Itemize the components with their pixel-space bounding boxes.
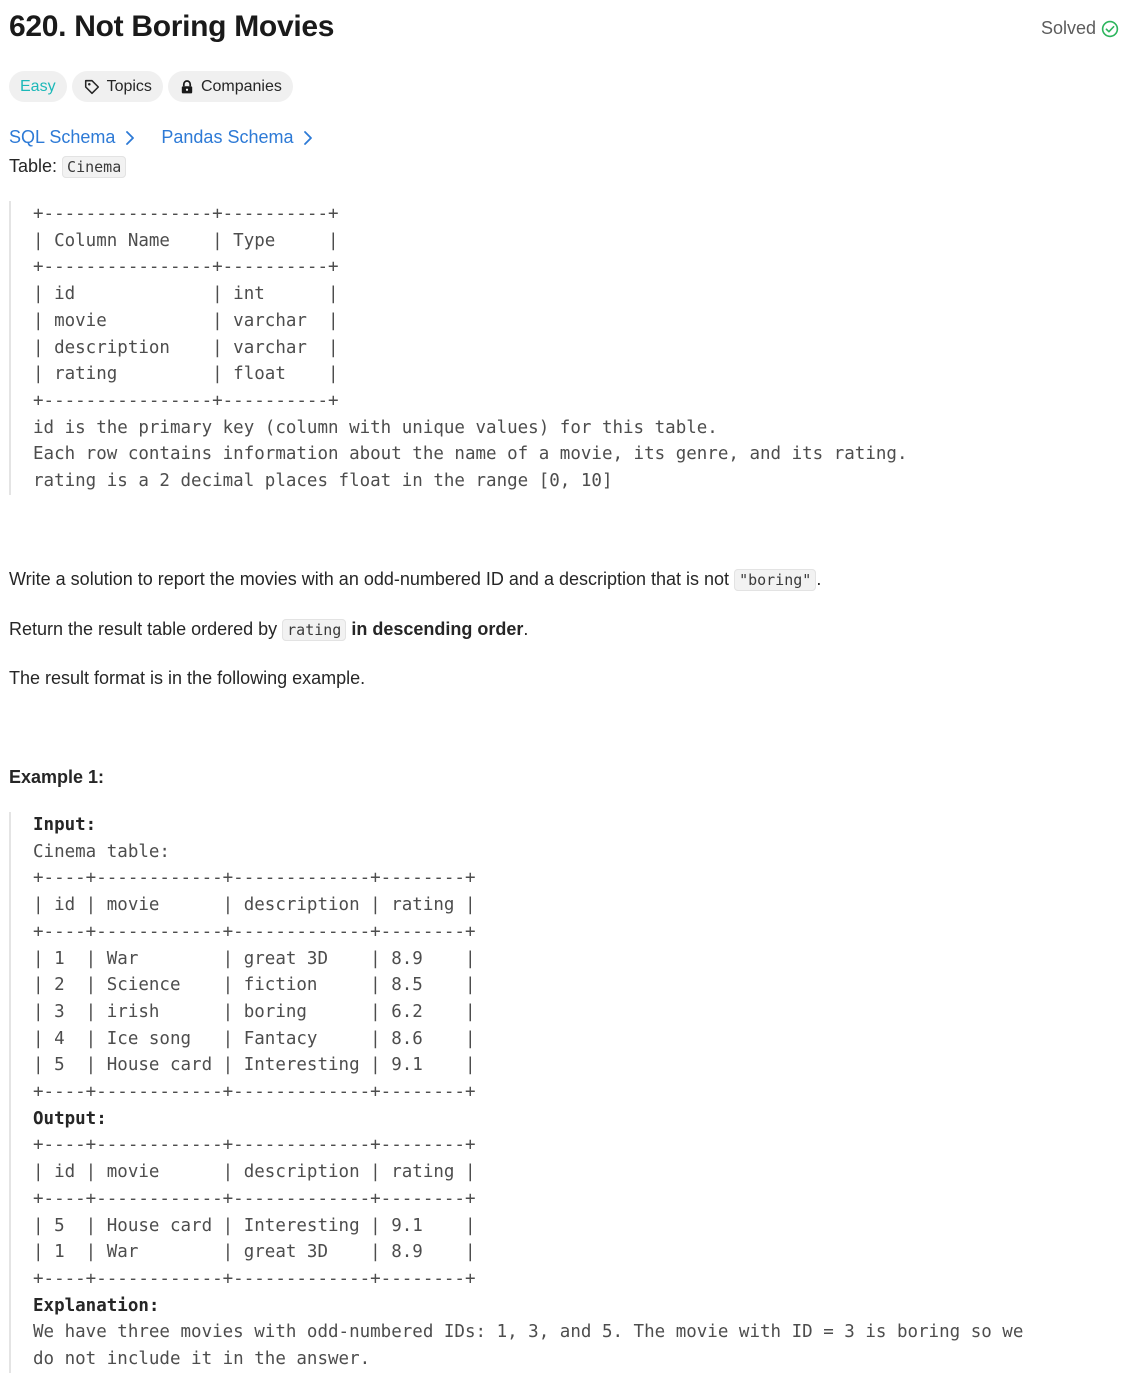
p2-text: Return the result table ordered by xyxy=(9,619,283,639)
p2-end: . xyxy=(523,619,529,639)
chevron-right-icon xyxy=(125,130,135,146)
p2-bold: in descending order xyxy=(346,619,524,639)
output-body: +----+------------+-------------+--------+ | id | movie | description | rating | +----+------------+-------------+--------+ | 5 | House card | Interesting | 9.1 | | 1 | War | great 3D | 8.9 | +----+------------+-------------+--------+ xyxy=(33,1135,476,1289)
explanation-label: Explanation: xyxy=(33,1295,160,1316)
check-circle-icon xyxy=(1101,20,1119,38)
schema-links xyxy=(9,127,313,148)
companies-button[interactable] xyxy=(168,71,293,102)
solved-status xyxy=(1041,18,1119,39)
rating-code: rating xyxy=(282,619,346,641)
schema-block: +----------------+----------+ | Column Name | Type | +----------------+----------+ | id | int | | movie | varchar | | description | varchar | | rating | float | +----------------+----------+ id is the primary key (column with unique values) for this table. Each row contains information about the name of a movie, its genre, and its rating. rating is a 2 decimal places float in the range [0, 10] xyxy=(9,201,907,495)
p1-text: Write a solution to report the movies with an odd-numbered ID and a description that is not xyxy=(9,569,735,589)
boring-code: "boring" xyxy=(734,569,816,591)
pandas-schema-label: Pandas Schema xyxy=(161,127,294,147)
description-paragraph-2 xyxy=(9,619,528,640)
explanation-body: We have three movies with odd-numbered IDs: 1, 3, and 5. The movie with ID = 3 is boring so we do not include it in the answer. xyxy=(33,1322,1024,1370)
topics-button[interactable] xyxy=(72,71,163,102)
title-row xyxy=(9,10,1119,50)
input-label: Input: xyxy=(33,815,97,835)
pandas-schema-link[interactable] xyxy=(161,127,313,148)
description-paragraph-1 xyxy=(9,569,821,590)
table-name-code: Cinema xyxy=(62,156,126,178)
description-paragraph-3: The result format is in the following example. xyxy=(9,668,366,688)
lock-icon xyxy=(179,79,195,95)
example-title: Example 1: xyxy=(9,767,105,787)
tag-icon xyxy=(83,78,101,96)
output-label: Output: xyxy=(33,1108,107,1129)
solved-label: Solved xyxy=(1040,18,1096,38)
chevron-right-icon xyxy=(303,130,313,146)
table-intro-prefix: Table: xyxy=(9,156,63,176)
table-intro xyxy=(9,156,126,177)
sql-schema-label: SQL Schema xyxy=(9,127,116,147)
example-block xyxy=(9,812,1023,1373)
difficulty-badge[interactable] xyxy=(9,71,67,102)
difficulty-label: Easy xyxy=(20,77,56,95)
p1-end: . xyxy=(816,569,822,589)
topics-label: Topics xyxy=(106,77,152,95)
sql-schema-link[interactable] xyxy=(9,127,135,148)
tag-row xyxy=(9,71,293,102)
companies-label: Companies xyxy=(200,77,282,95)
input-body: Cinema table: +----+------------+-------------+--------+ | id | movie | description | rating | +----+------------+-------------+--------+ | 1 | War | great 3D | 8.9 | | 2 | Science | fiction | 8.5 | | 3 | irish | boring | 6.2 | | 4 | Ice song | Fantacy | 8.6 | | 5 | House card | Interesting | 9.1 | +----+------------+-------------+--------+ xyxy=(33,841,476,1103)
page-title: 620. Not Boring Movies xyxy=(9,10,335,43)
